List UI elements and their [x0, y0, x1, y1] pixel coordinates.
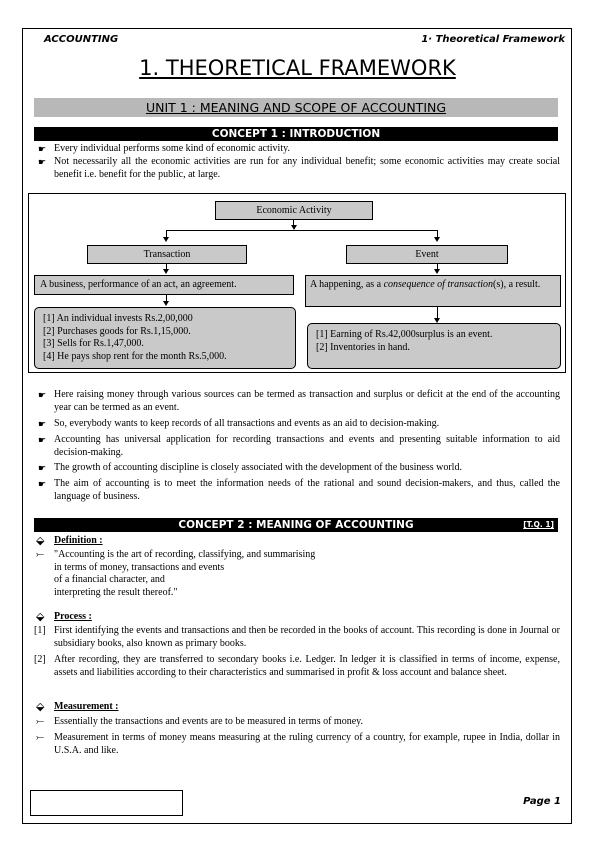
process-text: First identifying the events and transactions and then be recorded in the books of account. This recording is done in Journal or subsidiary books, also known as primary books.	[54, 625, 560, 649]
box-transaction-description: A business, performance of an act, an agreement.	[34, 275, 294, 295]
diamond-icon: ⬙	[36, 611, 45, 623]
definition-line-2: in terms of money, transactions and events	[54, 561, 225, 573]
concept1-heading	[34, 127, 558, 141]
concept2-title: CONCEPT 2 : MEANING OF ACCOUNTING	[178, 519, 414, 531]
bullet-text: So, everybody wants to keep records of all transactions and events as an aid to decision-making.	[54, 418, 440, 429]
bullet-text: The aim of accounting is to meet the information needs of the rational and sound decision-makers, and thus, called the language of business.	[54, 478, 560, 502]
concept1-bullet-7	[34, 478, 560, 503]
event-desc-part-2: (s), a result.	[493, 279, 541, 290]
process-heading: Process :	[54, 611, 92, 622]
transaction-example-1: [1] An individual invests Rs.2,00,000	[43, 313, 193, 324]
event-desc-part-1: A happening, as a	[310, 279, 384, 290]
question-reference: [T.Q. 1]	[523, 520, 554, 529]
arrow-down-icon	[163, 237, 169, 242]
concept1-bullet-4	[34, 418, 560, 431]
transaction-example-4: [4] He pays shop rent for the month Rs.5,000.	[43, 350, 227, 362]
concept1-bullet-1	[34, 143, 560, 156]
running-header-left: ACCOUNTING	[44, 34, 119, 45]
concept1-bullet-6	[34, 462, 560, 475]
box-event: Event	[346, 245, 508, 264]
pointer-icon: ☛	[38, 157, 47, 167]
arrow-down-icon	[434, 269, 440, 274]
arrow-down-icon	[434, 237, 440, 242]
bullet-text: Accounting has universal application for recording transactions and events and presenting suitable information to aid decision-making.	[54, 434, 560, 458]
box-event-examples	[307, 323, 561, 369]
event-example-1: [1] Earning of Rs.42,000surplus is an event.	[316, 329, 493, 340]
process-item-2	[34, 654, 560, 679]
definition-line-4: interpreting the result thereof."	[54, 586, 178, 598]
definition-line-1: "Accounting is the art of recording, classifying, and summarising	[54, 549, 316, 560]
bullet-text: Not necessarily all the economic activities are run for any individual benefit; some economic activities may create social benefit i.e. benefit for the public, at large.	[54, 156, 560, 180]
arrow-down-icon	[163, 301, 169, 306]
box-transaction: Transaction	[87, 245, 247, 264]
unit-heading	[34, 98, 558, 117]
box-transaction-examples	[34, 307, 296, 369]
definition-line-3: of a financial character, and	[54, 574, 165, 585]
transaction-example-2: [2] Purchases goods for Rs.1,15,000.	[43, 325, 191, 337]
pointer-icon: ☛	[38, 435, 47, 445]
concept2-heading	[34, 518, 558, 532]
dash-icon: ⤚	[36, 549, 44, 560]
connector	[166, 230, 437, 231]
pointer-icon: ☛	[38, 144, 47, 154]
concept1-bullet-5	[34, 434, 560, 459]
page-number: Page 1	[523, 796, 561, 807]
definition-text	[54, 549, 554, 599]
box-event-description	[305, 275, 561, 307]
dash-icon: ⤚	[36, 716, 44, 727]
transaction-example-3: [3] Sells for Rs.1,47,000.	[43, 338, 144, 349]
page-title: 1. THEORETICAL FRAMEWORK	[139, 56, 456, 80]
concept1-bullet-2	[34, 156, 560, 181]
footer-box	[30, 790, 183, 816]
pointer-icon: ☛	[38, 390, 47, 400]
concept1-bullet-3	[34, 389, 560, 414]
process-number: [2]	[34, 654, 46, 665]
measurement-text: Measurement in terms of money means measuring at the ruling currency of a country, for example, rupee in India, dollar in U.S.A. and like.	[54, 732, 560, 756]
bullet-text: Here raising money through various sources can be termed as transaction and surplus or deficit at the end of the accounting year can be termed as an event.	[54, 389, 560, 413]
measurement-item-2	[36, 732, 560, 757]
process-text: After recording, they are transferred to secondary books i.e. Ledger. In ledger it is classified in terms of income, expense, assets and liabilities according to their characteristics and summarised in profit & loss account and balance sheet.	[54, 654, 560, 678]
unit-heading-text: UNIT 1 : MEANING AND SCOPE OF ACCOUNTING	[145, 100, 447, 115]
diamond-icon: ⬙	[36, 535, 45, 547]
measurement-item-1	[36, 716, 560, 729]
process-number: [1]	[34, 625, 46, 636]
bullet-text: Every individual performs some kind of economic activity.	[54, 143, 290, 154]
definition-heading: Definition :	[54, 535, 103, 546]
process-item-1	[34, 625, 560, 650]
box-economic-activity: Economic Activity	[215, 201, 373, 220]
measurement-text: Essentially the transactions and events are to be measured in terms of money.	[54, 716, 363, 727]
event-example-2: [2] Inventories in hand.	[316, 341, 410, 353]
running-header-right: 1· Theoretical Framework	[421, 34, 565, 45]
pointer-icon: ☛	[38, 419, 47, 429]
concept1-title: CONCEPT 1 : INTRODUCTION	[211, 128, 381, 140]
bullet-text: The growth of accounting discipline is closely associated with the development of the business world.	[54, 462, 462, 473]
pointer-icon: ☛	[38, 479, 47, 489]
pointer-icon: ☛	[38, 463, 47, 473]
diamond-icon: ⬙	[36, 701, 45, 713]
event-desc-italic: consequence of transaction	[383, 279, 494, 290]
economic-activity-diagram	[28, 193, 566, 373]
measurement-heading: Measurement :	[54, 701, 119, 712]
dash-icon: ⤚	[36, 732, 44, 743]
arrow-down-icon	[163, 269, 169, 274]
